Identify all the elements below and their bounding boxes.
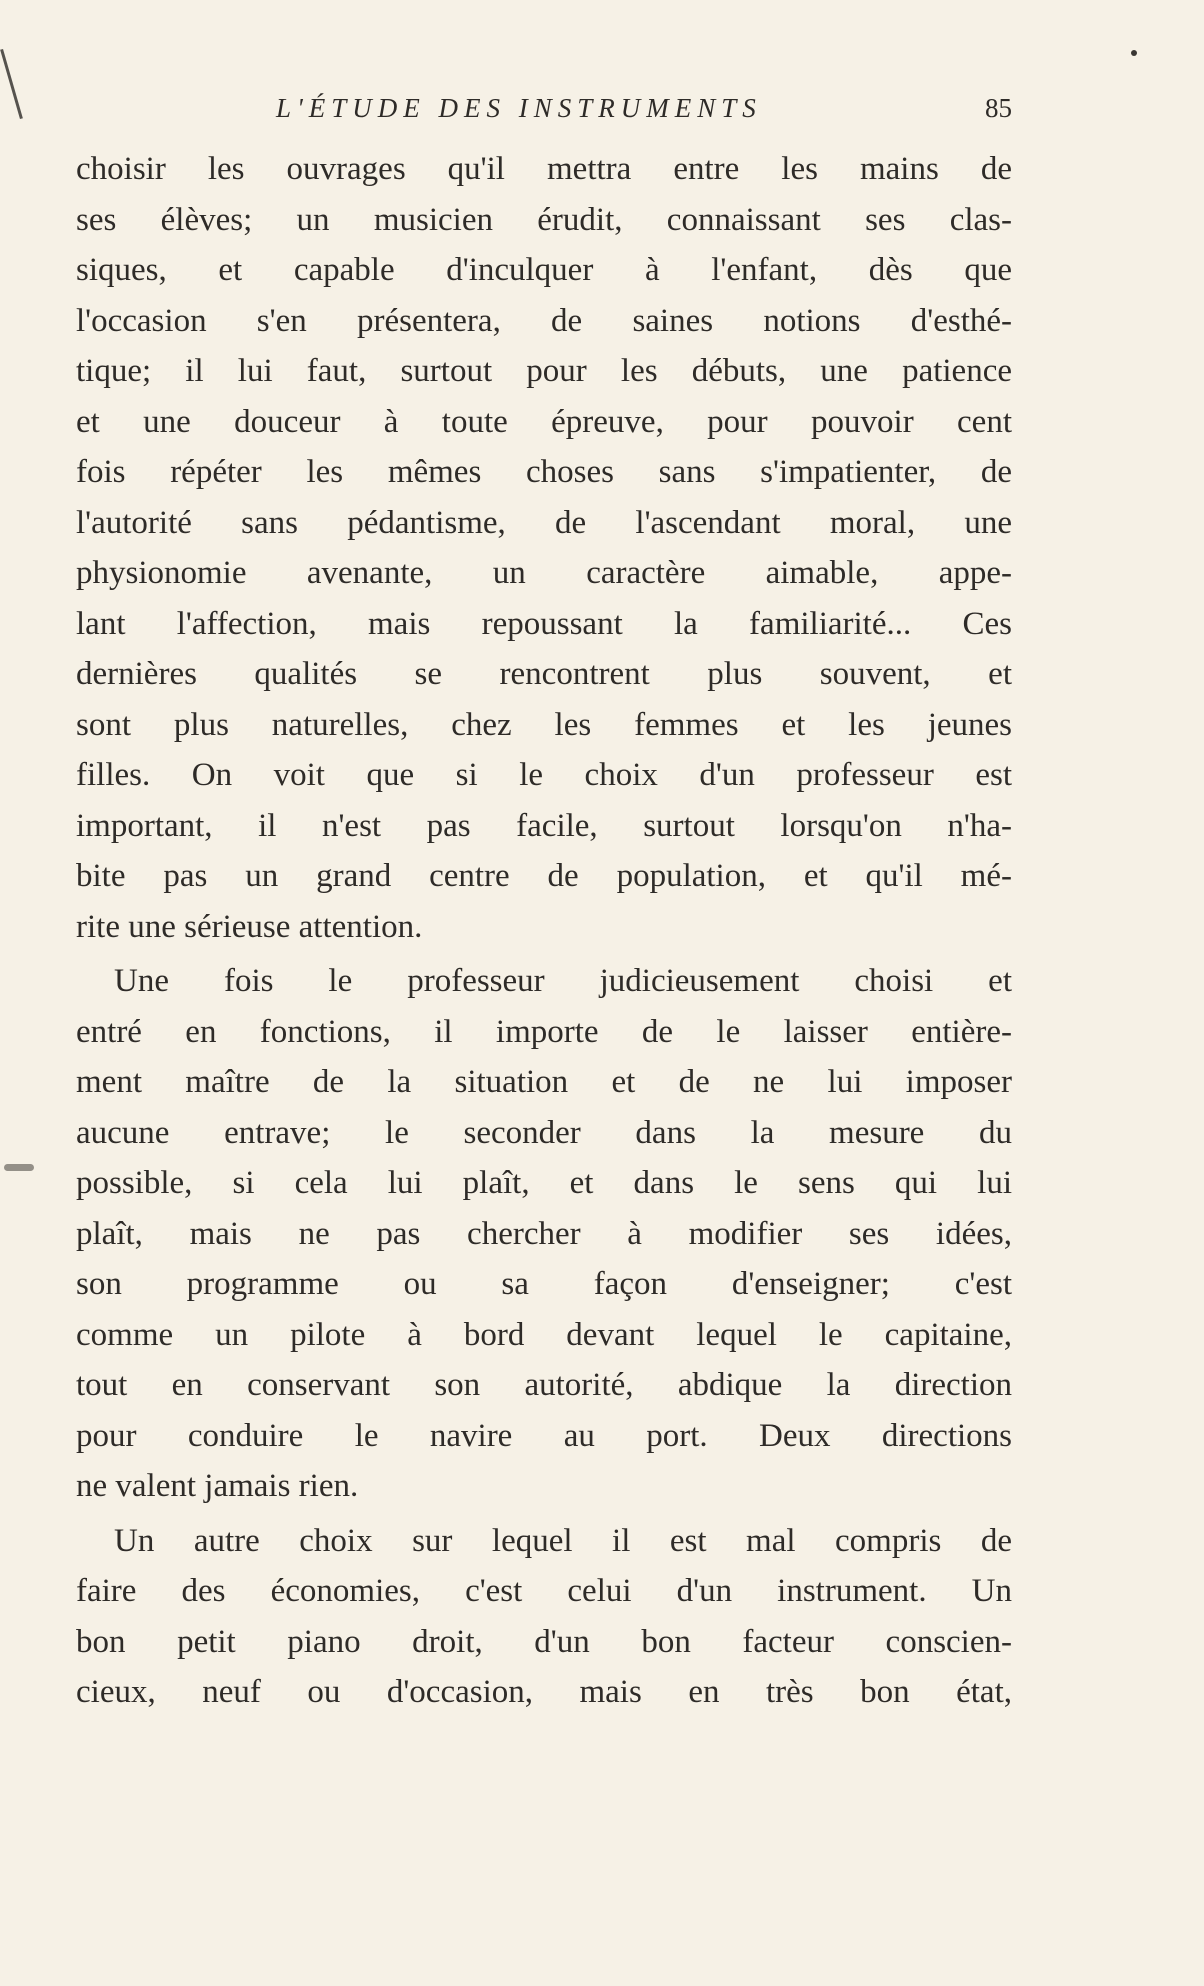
text-line: choisir les ouvrages qu'il mettra entre les mains de [76,151,1012,187]
paragraph-2 [76,956,1012,1512]
text-line: son programme ou sa façon d'enseigner; c'est [76,1266,1012,1302]
text-line: tique; il lui faut, surtout pour les débuts, une patience [76,353,1012,389]
text-line: entré en fonctions, il importe de le laisser entière- [76,1013,1012,1050]
body-text [76,144,1012,1718]
page-number: 85 [985,93,1012,123]
text-line: lant l'affection, mais repoussant la familiarité... Ces [76,605,1012,642]
text-line: l'autorité sans pédantisme, de l'ascendant moral, une [76,504,1012,541]
paragraph-1 [76,144,1012,952]
text-line: pour conduire le navire au port. Deux directions [76,1417,1012,1454]
text-line: important, il n'est pas facile, surtout lorsqu'on n'ha- [76,807,1012,844]
text-line: filles. On voit que si le choix d'un professeur est [76,757,1012,793]
text-line: physionomie avenante, un caractère aimable, appe- [76,555,1012,591]
text-line: sont plus naturelles, chez les femmes et les jeunes [76,706,1012,743]
text-line: Un autre choix sur lequel il est mal compris de [114,1522,1012,1559]
text-line: ses élèves; un musicien érudit, connaissant ses clas- [76,201,1012,238]
running-head [76,88,1012,128]
text-line: possible, si cela lui plaît, et dans le sens qui lui [76,1165,1012,1201]
text-line: siques, et capable d'inculquer à l'enfant, dès que [76,252,1012,288]
text-line: ment maître de la situation et de ne lui imposer [76,1064,1012,1100]
text-line: aucune entrave; le seconder dans la mesure du [76,1114,1012,1151]
text-line: l'occasion s'en présentera, de saines notions d'esthé- [76,302,1012,339]
text-line: faire des économies, c'est celui d'un instrument. Un [76,1573,1012,1609]
scan-edge-mark [0,49,23,119]
text-line: ne valent jamais rien. [76,1468,359,1504]
paragraph-3 [76,1516,1012,1718]
text-line: bon petit piano droit, d'un bon facteur conscien- [76,1623,1012,1660]
running-title: L'ÉTUDE DES INSTRUMENTS [276,93,762,123]
text-line: cieux, neuf ou d'occasion, mais en très bon état, [76,1674,1012,1710]
text-line: rite une sérieuse attention. [76,908,423,945]
text-line: tout en conservant son autorité, abdique la direction [76,1367,1012,1403]
text-line: fois répéter les mêmes choses sans s'impatienter, de [76,454,1012,490]
text-line: comme un pilote à bord devant lequel le capitaine, [76,1316,1012,1353]
text-line: Une fois le professeur judicieusement choisi et [114,963,1012,999]
text-line: bite pas un grand centre de population, et qu'il mé- [76,858,1012,894]
text-line: plaît, mais ne pas chercher à modifier ses idées, [76,1215,1012,1252]
ink-dot [1131,50,1137,56]
margin-smudge [4,1164,34,1171]
text-line: et une douceur à toute épreuve, pour pouvoir cent [76,403,1012,440]
text-line: dernières qualités se rencontrent plus souvent, et [76,656,1012,692]
